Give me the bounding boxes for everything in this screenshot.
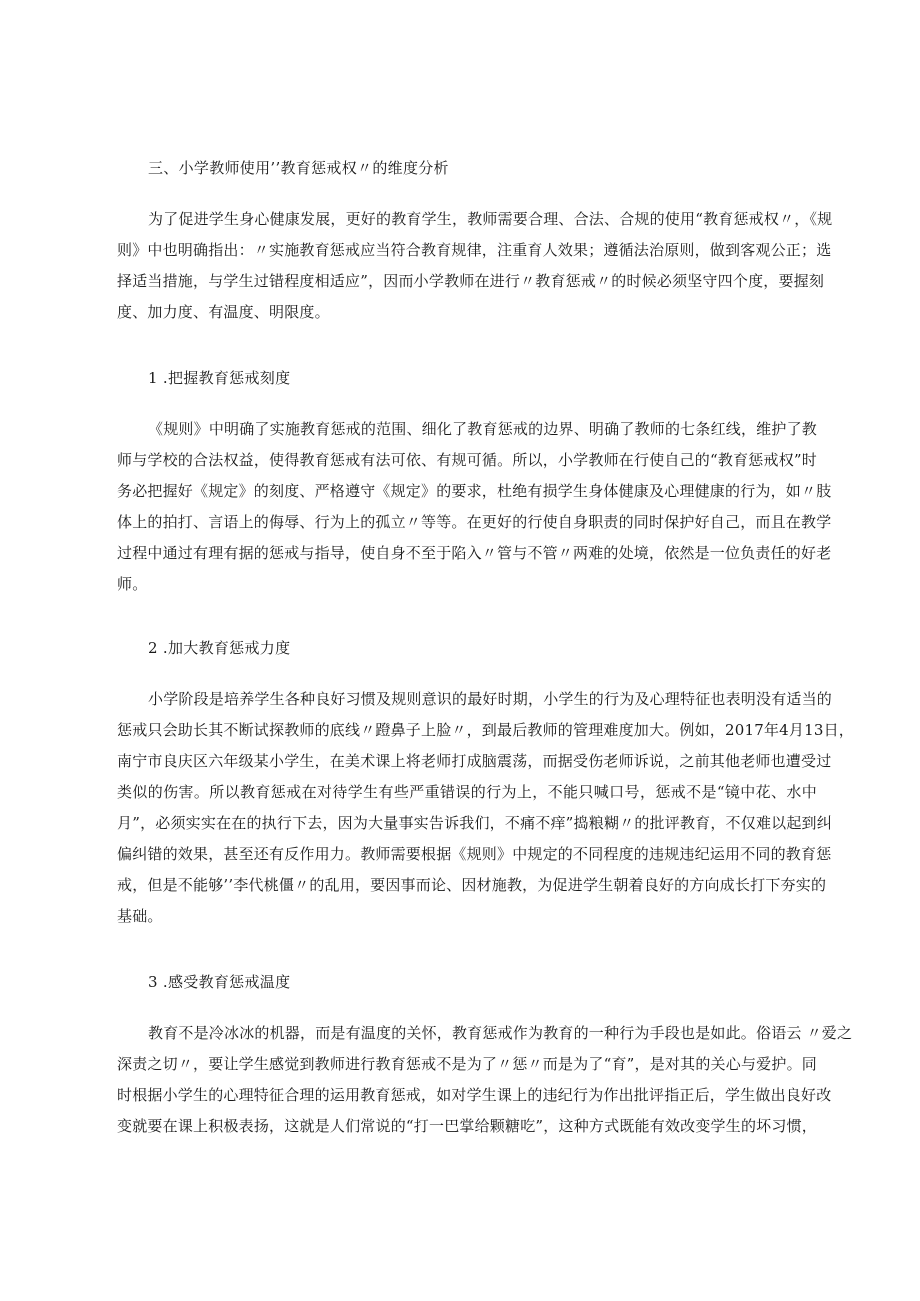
paragraph-line: 类似的伤害。所以教育惩戒在对待学生有些严重错误的行为上，不能只喊口号，惩戒不是“镜中花、水中 [117,783,817,801]
paragraph-line: 为了促进学生身心健康发展，更好的教育学生，教师需要合理、合法、合规的使用“教育惩戒权〃，《规 [148,210,833,228]
paragraph-line: 月”，必须实实在在的执行下去，因为大量事实告诉我们，不痛不痒”捣粮糊〃的批评教育，不仅难以起到纠 [117,814,832,832]
paragraph-line: 教育不是冷冰冰的机器，而是有温度的关怀，教育惩戒作为教育的一种行为手段也是如此。俗语云 〃爱之 [148,1024,853,1042]
paragraph-line: 偏纠错的效果，甚至还有反作用力。教师需要根据《规则》中规定的不同程度的违规违纪运用不同的教育惩 [117,845,832,863]
paragraph-line: 深责之切〃，要让学生感觉到教师进行教育惩戒不是为了〃惩〃而是为了“育”，是对其的关心与爱护。同 [117,1055,817,1073]
section-title: 三、小学教师使用’’教育惩戒权〃的维度分析 [148,159,449,177]
paragraph-line: 基础。 [117,907,163,925]
subsection-1-paragraph [117,414,832,600]
paragraph-line: 时根据小学生的心理特征合理的运用教育惩戒，如对学生课上的违纪行为作出批评指正后，学生做出良好改 [117,1086,832,1104]
paragraph-line: 南宁市良庆区六年级某小学生，在美术课上将老师打成脑震荡，而据受伤老师诉说，之前其他老师也遭受过 [117,752,832,770]
subsection-title-1: 1 .把握教育惩戒刻度 [148,369,291,387]
subsection-title-2: 2 .加大教育惩戒力度 [148,639,291,657]
paragraph-line: 择适当措施，与学生过错程度相适应”，因而小学教师在进行〃教育惩戒〃的时候必须坚守四个度，要握刻 [117,272,825,290]
subsection-title-3: 3 .感受教育惩戒温度 [148,973,291,991]
paragraph-line: 师。 [117,575,148,593]
paragraph-line: 惩戒只会助长其不断试探教师的底线〃蹬鼻子上脸〃，到最后教师的管理难度加大。例如，2017年4月13日， [117,721,855,739]
paragraph-line: 则》中也明确指出：〃实施教育惩戒应当符合教育规律，注重育人效果；遵循法治原则，做到客观公正；选 [117,241,832,259]
paragraph-line: 体上的拍打、言语上的侮辱、行为上的孤立〃等等。在更好的行使自身职责的同时保护好自己，而且在教学 [117,513,832,531]
paragraph-line: 师与学校的合法权益，使得教育惩戒有法可依、有规可循。所以，小学教师在行使自己的“教育惩戒权”时 [117,451,817,469]
paragraph-line: 《规则》中明确了实施教育惩戒的范围、细化了教育惩戒的边界、明确了教师的七条红线，维护了教 [148,420,817,438]
paragraph-line: 务必把握好《规定》的刻度、严格遵守《规定》的要求，杜绝有损学生身体健康及心理健康的行为，如〃肢 [117,482,832,500]
subsection-3-paragraph [117,1018,853,1142]
paragraph-line: 戒，但是不能够’’李代桃僵〃的乱用，要因事而论、因材施教，为促进学生朝着良好的方向成长打下夯实的 [117,876,827,894]
subsection-2-paragraph [117,684,855,932]
paragraph-line: 小学阶段是培养学生各种良好习惯及规则意识的最好时期，小学生的行为及心理特征也表明没有适当的 [148,690,833,708]
paragraph-line: 度、加力度、有温度、明限度。 [117,303,330,321]
paragraph-line: 变就要在课上积极表扬，这就是人们常说的“打一巴掌给颗糖吃”，这种方式既能有效改变学生的坏习惯， [117,1117,817,1135]
paragraph-line: 过程中通过有理有据的惩戒与指导，使自身不至于陷入〃管与不管〃两难的处境，依然是一位负责任的好老 [117,544,832,562]
intro-paragraph [117,204,833,328]
